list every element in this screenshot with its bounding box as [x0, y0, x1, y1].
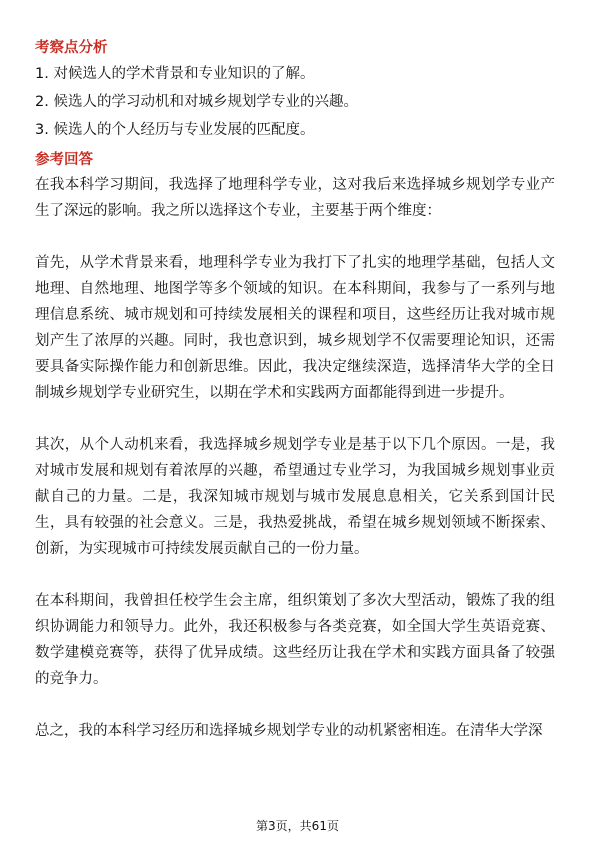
answer-paragraph: 首先，从学术背景来看，地理科学专业为我打下了扎实的地理学基础，包括人文地理、自然地理、地图学等多个领域的知识。在本科期间，我参与了一系列与地理信息系统、城市规划和可持续发展相关的课程和项目，这些经历让我对城市规划产生了浓厚的兴趣。同时，我也意识到，城乡规划学不仅需要理论知识，还需要具备实际操作能力和创新思维。因此，我决定继续深造，选择清华大学的全日制城乡规划学专业研究生，以期在学术和实践两方面都能得到进一步提升。 [35, 255, 555, 401]
analysis-point: 2. 候选人的学习动机和对城乡规划学专业的兴趣。 [35, 94, 358, 110]
analysis-heading: 考察点分析 [35, 40, 108, 56]
answer-paragraph: 其次，从个人动机来看，我选择城乡规划学专业是基于以下几个原因。一是，我对城市发展和规划有着浓厚的兴趣，希望通过专业学习，为我国城乡规划事业贡献自己的力量。二是，我深知城市规划与城市发展息息相关，它关系到国计民生，具有较强的社会意义。三是，我热爱挑战，希望在城乡规划领域不断探索、创新，为实现城市可持续发展贡献自己的一份力量。 [35, 437, 555, 557]
paragraph-gap [35, 224, 555, 250]
analysis-point: 3. 候选人的个人经历与专业发展的匹配度。 [35, 122, 315, 138]
answer-paragraph: 总之，我的本科学习经历和选择城乡规划学专业的动机紧密相连。在清华大学深 [35, 723, 543, 739]
answer-paragraph: 在本科期间，我曾担任校学生会主席，组织策划了多次大型活动，锻炼了我的组织协调能力和领导力。此外，我还积极参与各类竞赛，如全国大学生英语竞赛、数学建模竞赛等，获得了优异成绩。这些经历让我在学术和实践方面具备了较强的竞争力。 [35, 593, 555, 687]
paragraph-gap [35, 562, 555, 588]
analysis-point: 1. 对候选人的学术背景和专业知识的了解。 [35, 66, 315, 82]
page-content [35, 38, 555, 744]
answer-heading: 参考回答 [35, 152, 93, 168]
answer-paragraph: 在我本科学习期间，我选择了地理科学专业，这对我后来选择城乡规划学专业产生了深远的影响。我之所以选择这个专业，主要基于两个维度： [35, 177, 555, 219]
paragraph-gap [35, 692, 555, 718]
paragraph-gap [35, 406, 555, 432]
page-number: 第3页，共61页 [256, 819, 339, 833]
